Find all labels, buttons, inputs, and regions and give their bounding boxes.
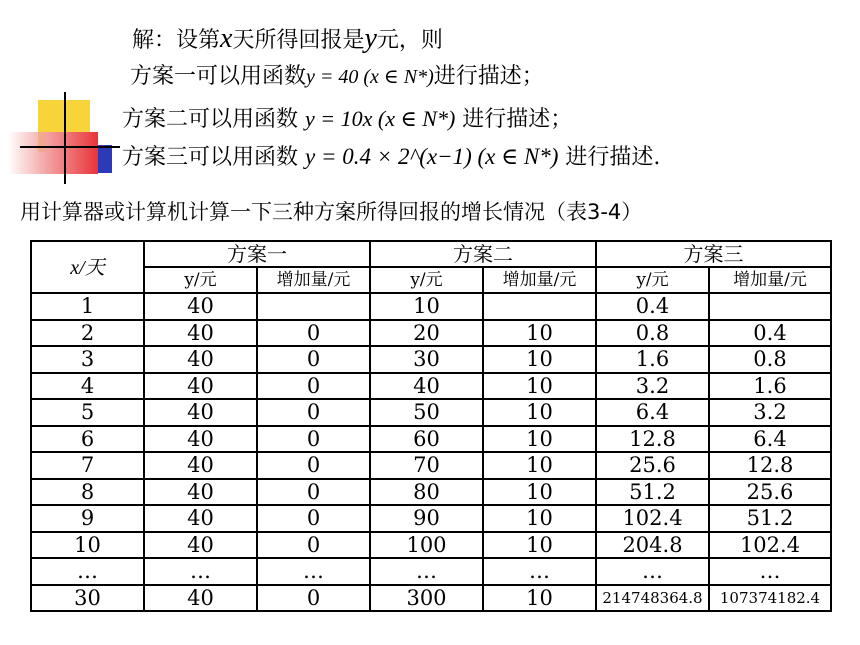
table-caption: 用计算器或计算机计算一下三种方案所得回报的增长情况（表3-4） (20, 200, 643, 224)
plan2-y-header: y/元 (370, 267, 483, 293)
table-row (31, 426, 831, 453)
table-row (31, 532, 831, 559)
table-cell: 51.2 (709, 505, 831, 532)
table-cell: … (709, 558, 831, 585)
table-cell: 0 (257, 479, 370, 506)
table-cell: 300 (370, 585, 483, 612)
plan3-inc-header: 增加量/元 (709, 267, 831, 293)
table-cell: 10 (483, 320, 596, 347)
plan1-header: 方案一 (144, 241, 370, 267)
table-cell: 0 (257, 320, 370, 347)
table-header-row (31, 241, 831, 267)
table-cell: 12.8 (709, 452, 831, 479)
table-cell: 20 (370, 320, 483, 347)
table-cell: 30 (31, 585, 144, 612)
plan2-line (122, 104, 572, 135)
corner-label: x/天 (70, 256, 105, 279)
table-cell: 5 (31, 399, 144, 426)
table-cell: 0 (257, 452, 370, 479)
table-row (31, 346, 831, 373)
corner-header (31, 241, 144, 293)
table-cell: 0 (257, 399, 370, 426)
table-cell: 40 (144, 426, 257, 453)
table-cell: 0 (257, 346, 370, 373)
table-cell: 0.8 (709, 346, 831, 373)
table-subheader-row (31, 267, 831, 293)
table-cell: 40 (144, 452, 257, 479)
table-cell: 1 (31, 293, 144, 320)
plan3-suffix: 进行描述. (565, 145, 661, 170)
table-cell: 3.2 (709, 399, 831, 426)
table-cell: 25.6 (596, 452, 709, 479)
table-cell: 9 (31, 505, 144, 532)
table-cell: 40 (144, 320, 257, 347)
table-cell: 10 (483, 585, 596, 612)
intro-text-c: 元，则 (376, 28, 443, 53)
table-cell: 3.2 (596, 373, 709, 400)
table-cell: 0 (257, 532, 370, 559)
table-cell: 6.4 (709, 426, 831, 453)
table-cell: 40 (144, 585, 257, 612)
table-cell: 1.6 (709, 373, 831, 400)
table-cell: 3 (31, 346, 144, 373)
table-cell: 4 (31, 373, 144, 400)
growth-table (30, 240, 832, 612)
table-cell: 102.4 (596, 505, 709, 532)
table-cell: 40 (144, 399, 257, 426)
plan1-text: 方案一可以用函数 (130, 64, 307, 89)
table-cell: … (144, 558, 257, 585)
table-cell: 102.4 (709, 532, 831, 559)
intro-line (132, 24, 443, 56)
table-cell: 2 (31, 320, 144, 347)
table-row (31, 399, 831, 426)
table-cell: … (31, 558, 144, 585)
table-cell: 204.8 (596, 532, 709, 559)
plan1-y-header: y/元 (144, 267, 257, 293)
table-row (31, 505, 831, 532)
plan2-inc-header: 增加量/元 (483, 267, 596, 293)
table-row (31, 373, 831, 400)
table-cell: 6 (31, 426, 144, 453)
plan2-suffix: 进行描述； (462, 107, 573, 132)
table-cell: 0 (257, 426, 370, 453)
table-cell: 40 (370, 373, 483, 400)
table-cell: 100 (370, 532, 483, 559)
table-cell: 51.2 (596, 479, 709, 506)
table-cell: 1.6 (596, 346, 709, 373)
table-cell: 70 (370, 452, 483, 479)
plan3-text: 方案三可以用函数 (122, 145, 299, 170)
table-cell: 40 (144, 373, 257, 400)
table-cell: 50 (370, 399, 483, 426)
table-cell: 30 (370, 346, 483, 373)
var-x: x (220, 23, 233, 54)
plan3-formula: y = 0.4 × 2^(x−1) (x ∈ N*) (305, 144, 559, 169)
plan2-header: 方案二 (370, 241, 596, 267)
table-cell: 10 (483, 426, 596, 453)
table-cell: 80 (370, 479, 483, 506)
plan1-formula: y = 40 (x ∈ N*) (306, 66, 434, 88)
plan2-formula: y = 10x (x ∈ N*) (305, 106, 456, 131)
table-row (31, 452, 831, 479)
table-cell: 10 (483, 346, 596, 373)
plan3-header: 方案三 (596, 241, 831, 267)
intro-text-b: 天所得回报是 (232, 28, 365, 53)
table-cell: 25.6 (709, 479, 831, 506)
table-cell: 0.4 (596, 293, 709, 320)
table-cell: 40 (144, 293, 257, 320)
table-cell: 107374182.4 (709, 585, 831, 612)
table-row (31, 320, 831, 347)
table-cell: 214748364.8 (596, 585, 709, 612)
table-cell: 10 (483, 505, 596, 532)
plan1-line (130, 62, 544, 92)
table-cell: 40 (144, 346, 257, 373)
table-cell (709, 293, 831, 320)
table-row (31, 585, 831, 612)
plan2-text: 方案二可以用函数 (122, 107, 299, 132)
horizontal-line-decoration (20, 146, 120, 148)
table-cell: 0 (257, 585, 370, 612)
table-cell: … (370, 558, 483, 585)
table-cell: … (596, 558, 709, 585)
plan1-suffix: 进行描述； (433, 64, 544, 89)
table-cell: 90 (370, 505, 483, 532)
table-cell: 10 (31, 532, 144, 559)
vertical-line-decoration (64, 92, 66, 184)
table-cell: 8 (31, 479, 144, 506)
intro-text-a: 解：设第 (132, 28, 221, 53)
table-cell: 0.8 (596, 320, 709, 347)
plan1-inc-header: 增加量/元 (257, 267, 370, 293)
table-cell: 0 (257, 373, 370, 400)
table-cell: 40 (144, 532, 257, 559)
table-cell: 10 (483, 399, 596, 426)
table-cell: 10 (483, 479, 596, 506)
table-row (31, 558, 831, 585)
red-gradient-decoration (8, 132, 98, 174)
table-cell: 40 (144, 505, 257, 532)
table-row (31, 293, 831, 320)
table-cell: 60 (370, 426, 483, 453)
table-cell: … (257, 558, 370, 585)
table-cell: 0.4 (709, 320, 831, 347)
plan3-y-header: y/元 (596, 267, 709, 293)
var-y: y (364, 23, 377, 54)
table-cell: 0 (257, 505, 370, 532)
plan3-line (122, 142, 660, 173)
table-cell: 40 (144, 479, 257, 506)
table-cell: … (483, 558, 596, 585)
table-cell: 10 (483, 452, 596, 479)
table-cell: 10 (370, 293, 483, 320)
table-cell (257, 293, 370, 320)
table-cell (483, 293, 596, 320)
table-cell: 10 (483, 532, 596, 559)
table-cell: 10 (483, 373, 596, 400)
table-cell: 12.8 (596, 426, 709, 453)
table-row (31, 479, 831, 506)
table-cell: 6.4 (596, 399, 709, 426)
table-cell: 7 (31, 452, 144, 479)
